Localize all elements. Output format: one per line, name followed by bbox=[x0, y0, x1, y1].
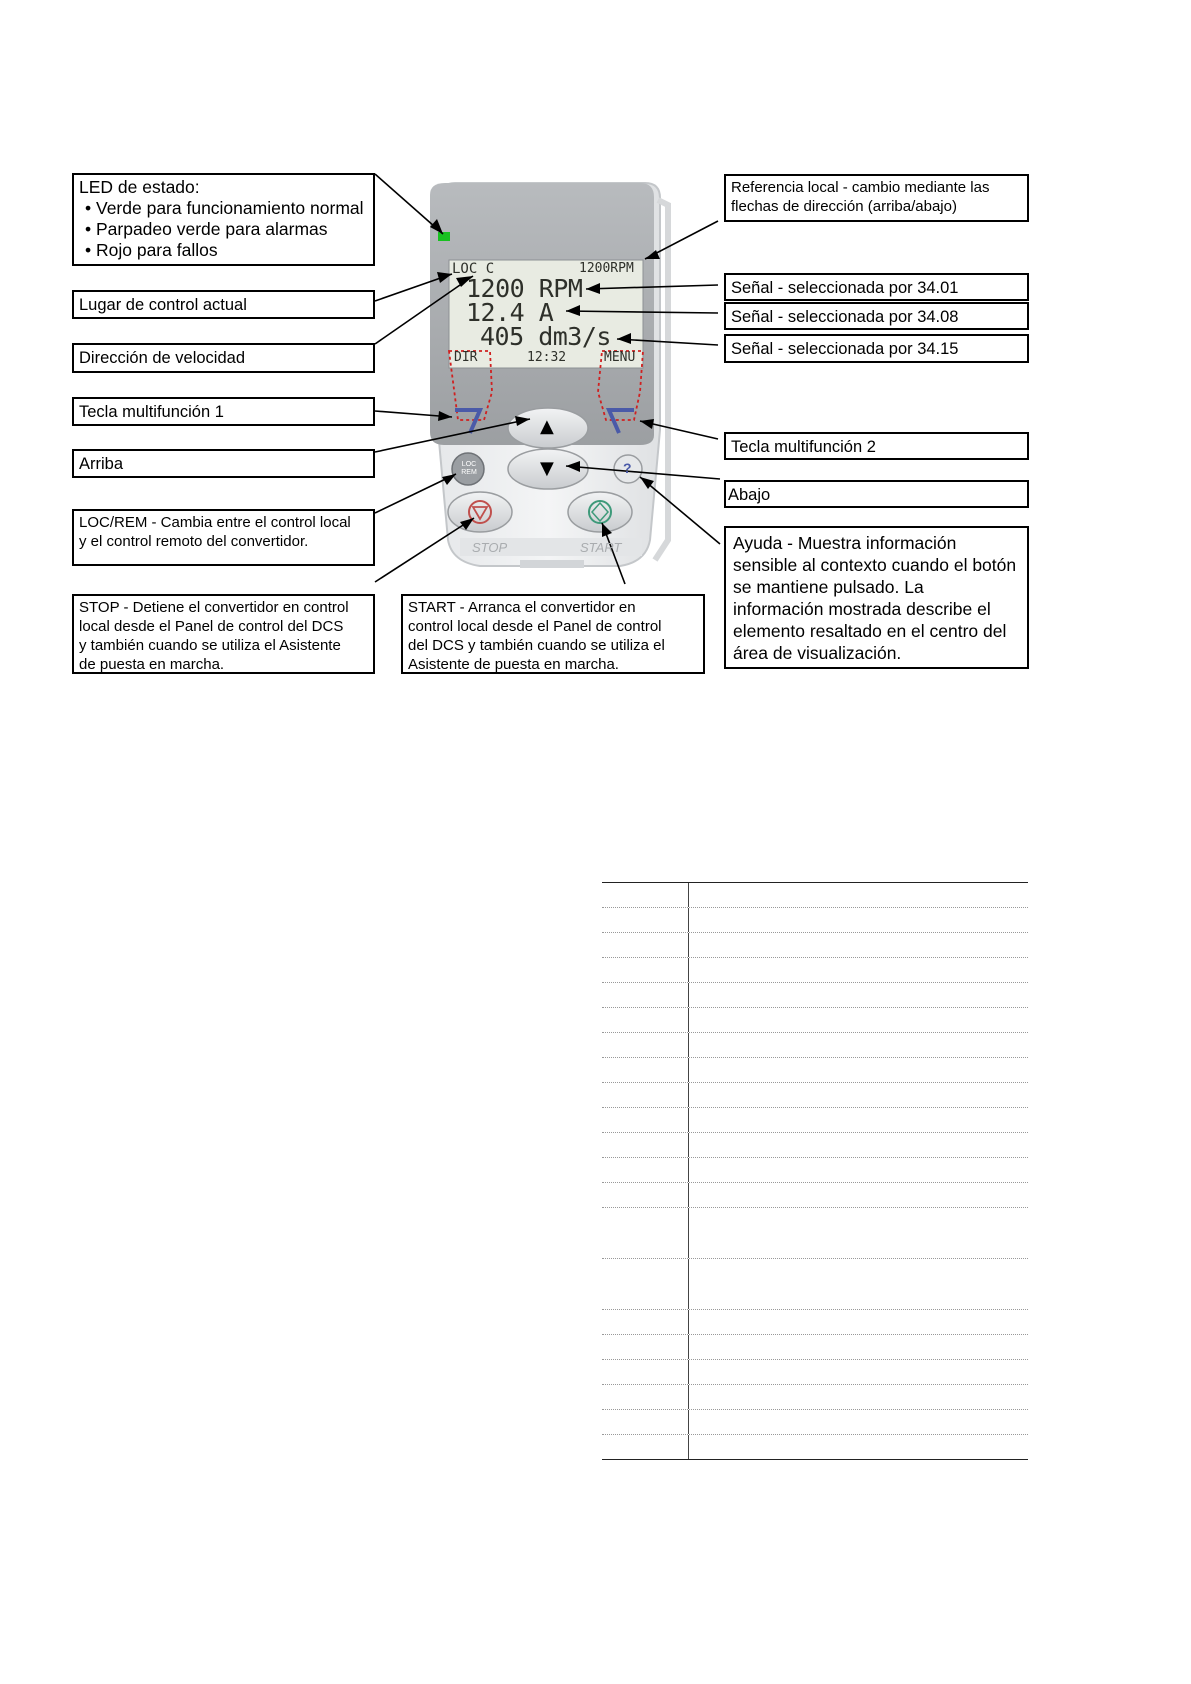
signal-3415-callout: Señal - seleccionada por 34.15 bbox=[724, 334, 1029, 363]
help-line-1: Ayuda - Muestra información bbox=[733, 533, 957, 553]
up-arrow-icon: ▲ bbox=[540, 416, 554, 437]
signal-3408-callout: Señal - seleccionada por 34.08 bbox=[724, 302, 1029, 330]
up-callout: Arriba bbox=[72, 449, 375, 478]
lcd-status-left: LOC C bbox=[452, 261, 495, 277]
locrem-label: LOC REM bbox=[461, 461, 477, 476]
table-row bbox=[602, 883, 1028, 908]
table-row bbox=[602, 1360, 1028, 1385]
table-row bbox=[602, 1335, 1028, 1360]
down-arrow-icon: ▼ bbox=[540, 458, 554, 479]
table-row bbox=[602, 1410, 1028, 1435]
lcd-line-1: 1200 RPM bbox=[466, 274, 583, 303]
stop-line-3: y también cuando se utiliza el Asistente bbox=[79, 637, 341, 654]
local-reference-line-1: Referencia local - cambio mediante las bbox=[731, 179, 990, 196]
help-line-2: sensible al contexto cuando el botón bbox=[733, 555, 1017, 575]
start-label: START bbox=[580, 540, 622, 555]
table-row bbox=[602, 1158, 1028, 1183]
speed-direction-callout: Dirección de velocidad bbox=[72, 343, 375, 373]
lcd-line-2: 12.4 A bbox=[466, 298, 554, 327]
table-row bbox=[602, 1058, 1028, 1083]
start-button[interactable] bbox=[568, 492, 632, 532]
table-row bbox=[602, 958, 1028, 983]
table-row bbox=[602, 1083, 1028, 1108]
panel-bottom-tab bbox=[520, 560, 584, 568]
start-line-2: control local desde el Panel de control bbox=[408, 618, 662, 635]
led-status-item-red: • Rojo para fallos bbox=[85, 240, 218, 260]
led-status-callout bbox=[72, 173, 375, 266]
stop-button[interactable] bbox=[448, 492, 512, 532]
table-row bbox=[602, 908, 1028, 933]
local-reference-line-2: flechas de dirección (arriba/abajo) bbox=[731, 198, 957, 215]
table-row bbox=[602, 983, 1028, 1008]
start-callout bbox=[401, 594, 705, 674]
table-row bbox=[602, 1259, 1028, 1310]
signal-3401-callout: Señal - seleccionada por 34.01 bbox=[724, 273, 1029, 301]
stop-label: STOP bbox=[472, 540, 508, 555]
locrem-line-2: y el control remoto del convertidor. bbox=[79, 533, 309, 550]
led-status-title: LED de estado: bbox=[79, 177, 200, 197]
table-row bbox=[602, 1133, 1028, 1158]
table-row bbox=[602, 1033, 1028, 1058]
lcd-bottom-center: 12:32 bbox=[527, 350, 567, 365]
local-reference-callout bbox=[724, 174, 1029, 222]
lcd-status-right: 1200RPM bbox=[579, 261, 634, 276]
table-row bbox=[602, 1385, 1028, 1410]
help-icon: ? bbox=[623, 460, 632, 476]
stop-callout bbox=[72, 594, 375, 674]
table-row bbox=[602, 1008, 1028, 1033]
status-led bbox=[438, 232, 450, 241]
help-line-3: se mantiene pulsado. La bbox=[733, 577, 924, 597]
help-line-6: área de visualización. bbox=[733, 643, 902, 663]
help-line-4: información mostrada describe el bbox=[733, 599, 991, 619]
softkey2-callout: Tecla multifunción 2 bbox=[724, 432, 1029, 460]
lcd-bottom-right: MENU bbox=[604, 350, 636, 365]
table-row bbox=[602, 933, 1028, 958]
table-row bbox=[602, 1183, 1028, 1208]
stop-line-1: STOP - Detiene el convertidor en control bbox=[79, 599, 349, 616]
locrem-line-1: LOC/REM - Cambia entre el control local bbox=[79, 514, 351, 531]
start-line-4: Asistente de puesta en marcha. bbox=[408, 656, 619, 673]
table-row bbox=[602, 1208, 1028, 1259]
help-callout bbox=[724, 526, 1029, 669]
table-row bbox=[602, 1310, 1028, 1335]
led-status-item-blink: • Parpadeo verde para alarmas bbox=[85, 219, 328, 239]
stop-line-2: local desde el Panel de control del DCS bbox=[79, 618, 344, 635]
down-callout: Abajo bbox=[724, 480, 1029, 508]
softkey1-callout: Tecla multifunción 1 bbox=[72, 397, 375, 426]
start-line-1: START - Arranca el convertidor en bbox=[408, 599, 636, 616]
start-line-3: del DCS y también cuando se utiliza el bbox=[408, 637, 665, 654]
help-line-5: elemento resaltado en el centro del bbox=[733, 621, 1007, 641]
stop-line-4: de puesta en marcha. bbox=[79, 656, 225, 673]
control-place-callout: Lugar de control actual bbox=[72, 290, 375, 319]
empty-table bbox=[602, 882, 1028, 1460]
table-row bbox=[602, 1435, 1028, 1460]
led-status-item-green: • Verde para funcionamiento normal bbox=[85, 198, 364, 218]
lcd-line-3: 405 dm3/s bbox=[480, 322, 611, 351]
lcd-bottom-left: DIR bbox=[454, 350, 478, 365]
locrem-callout bbox=[72, 509, 375, 566]
table-row bbox=[602, 1108, 1028, 1133]
